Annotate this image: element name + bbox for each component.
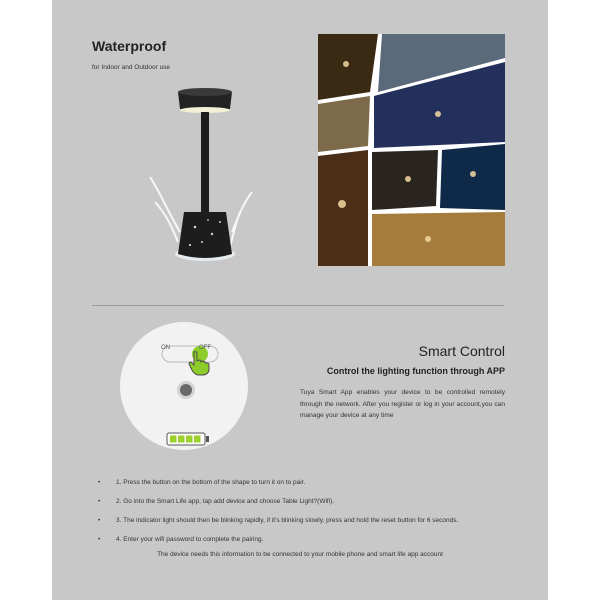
waterproof-subtitle: for Indoor and Outdoor use	[92, 64, 171, 71]
venue-photo-collage	[318, 34, 505, 266]
section-divider	[92, 305, 504, 306]
bullet: •	[98, 479, 101, 486]
bullet: •	[98, 517, 101, 524]
reset-button-illustration	[180, 384, 192, 396]
smart-control-subtitle: Control the lighting function through APP	[326, 366, 505, 376]
off-label: OFF	[199, 345, 211, 351]
list-item	[98, 516, 458, 535]
step-text: 1. Press the button on the bottom of the shape to turn it on to pair.	[116, 479, 306, 486]
on-label: ON	[161, 345, 170, 351]
waterproof-title: Waterproof	[92, 38, 167, 54]
list-item	[98, 478, 458, 497]
smart-control-title: Smart Control	[418, 343, 505, 359]
step-text: 3. The indicator light should then be blinking rapidly, if it's blinking slowly, press and hold the reset button for 6 seconds.	[116, 517, 459, 524]
lamp-image	[140, 82, 270, 272]
bullet: •	[98, 498, 101, 505]
smart-control-description: Tuya Smart App enables your device to be controlled remotely through the network. After you register or log in your account,you can manage your device at any time	[300, 389, 505, 419]
bullet: •	[98, 536, 101, 543]
step-text: 4. Enter your wifi password to complete the pairing.	[116, 536, 264, 543]
battery-icon	[166, 432, 210, 446]
step-text: 2. Go into the Smart Life app, tap add device and choose Table Light?(Wifi).	[116, 498, 335, 505]
pairing-steps	[98, 478, 458, 554]
footer-note: The device needs this information to be connected to your mobile phone and smart life app account	[157, 551, 443, 558]
list-item	[98, 497, 458, 516]
hand-pointer-icon	[186, 350, 212, 376]
